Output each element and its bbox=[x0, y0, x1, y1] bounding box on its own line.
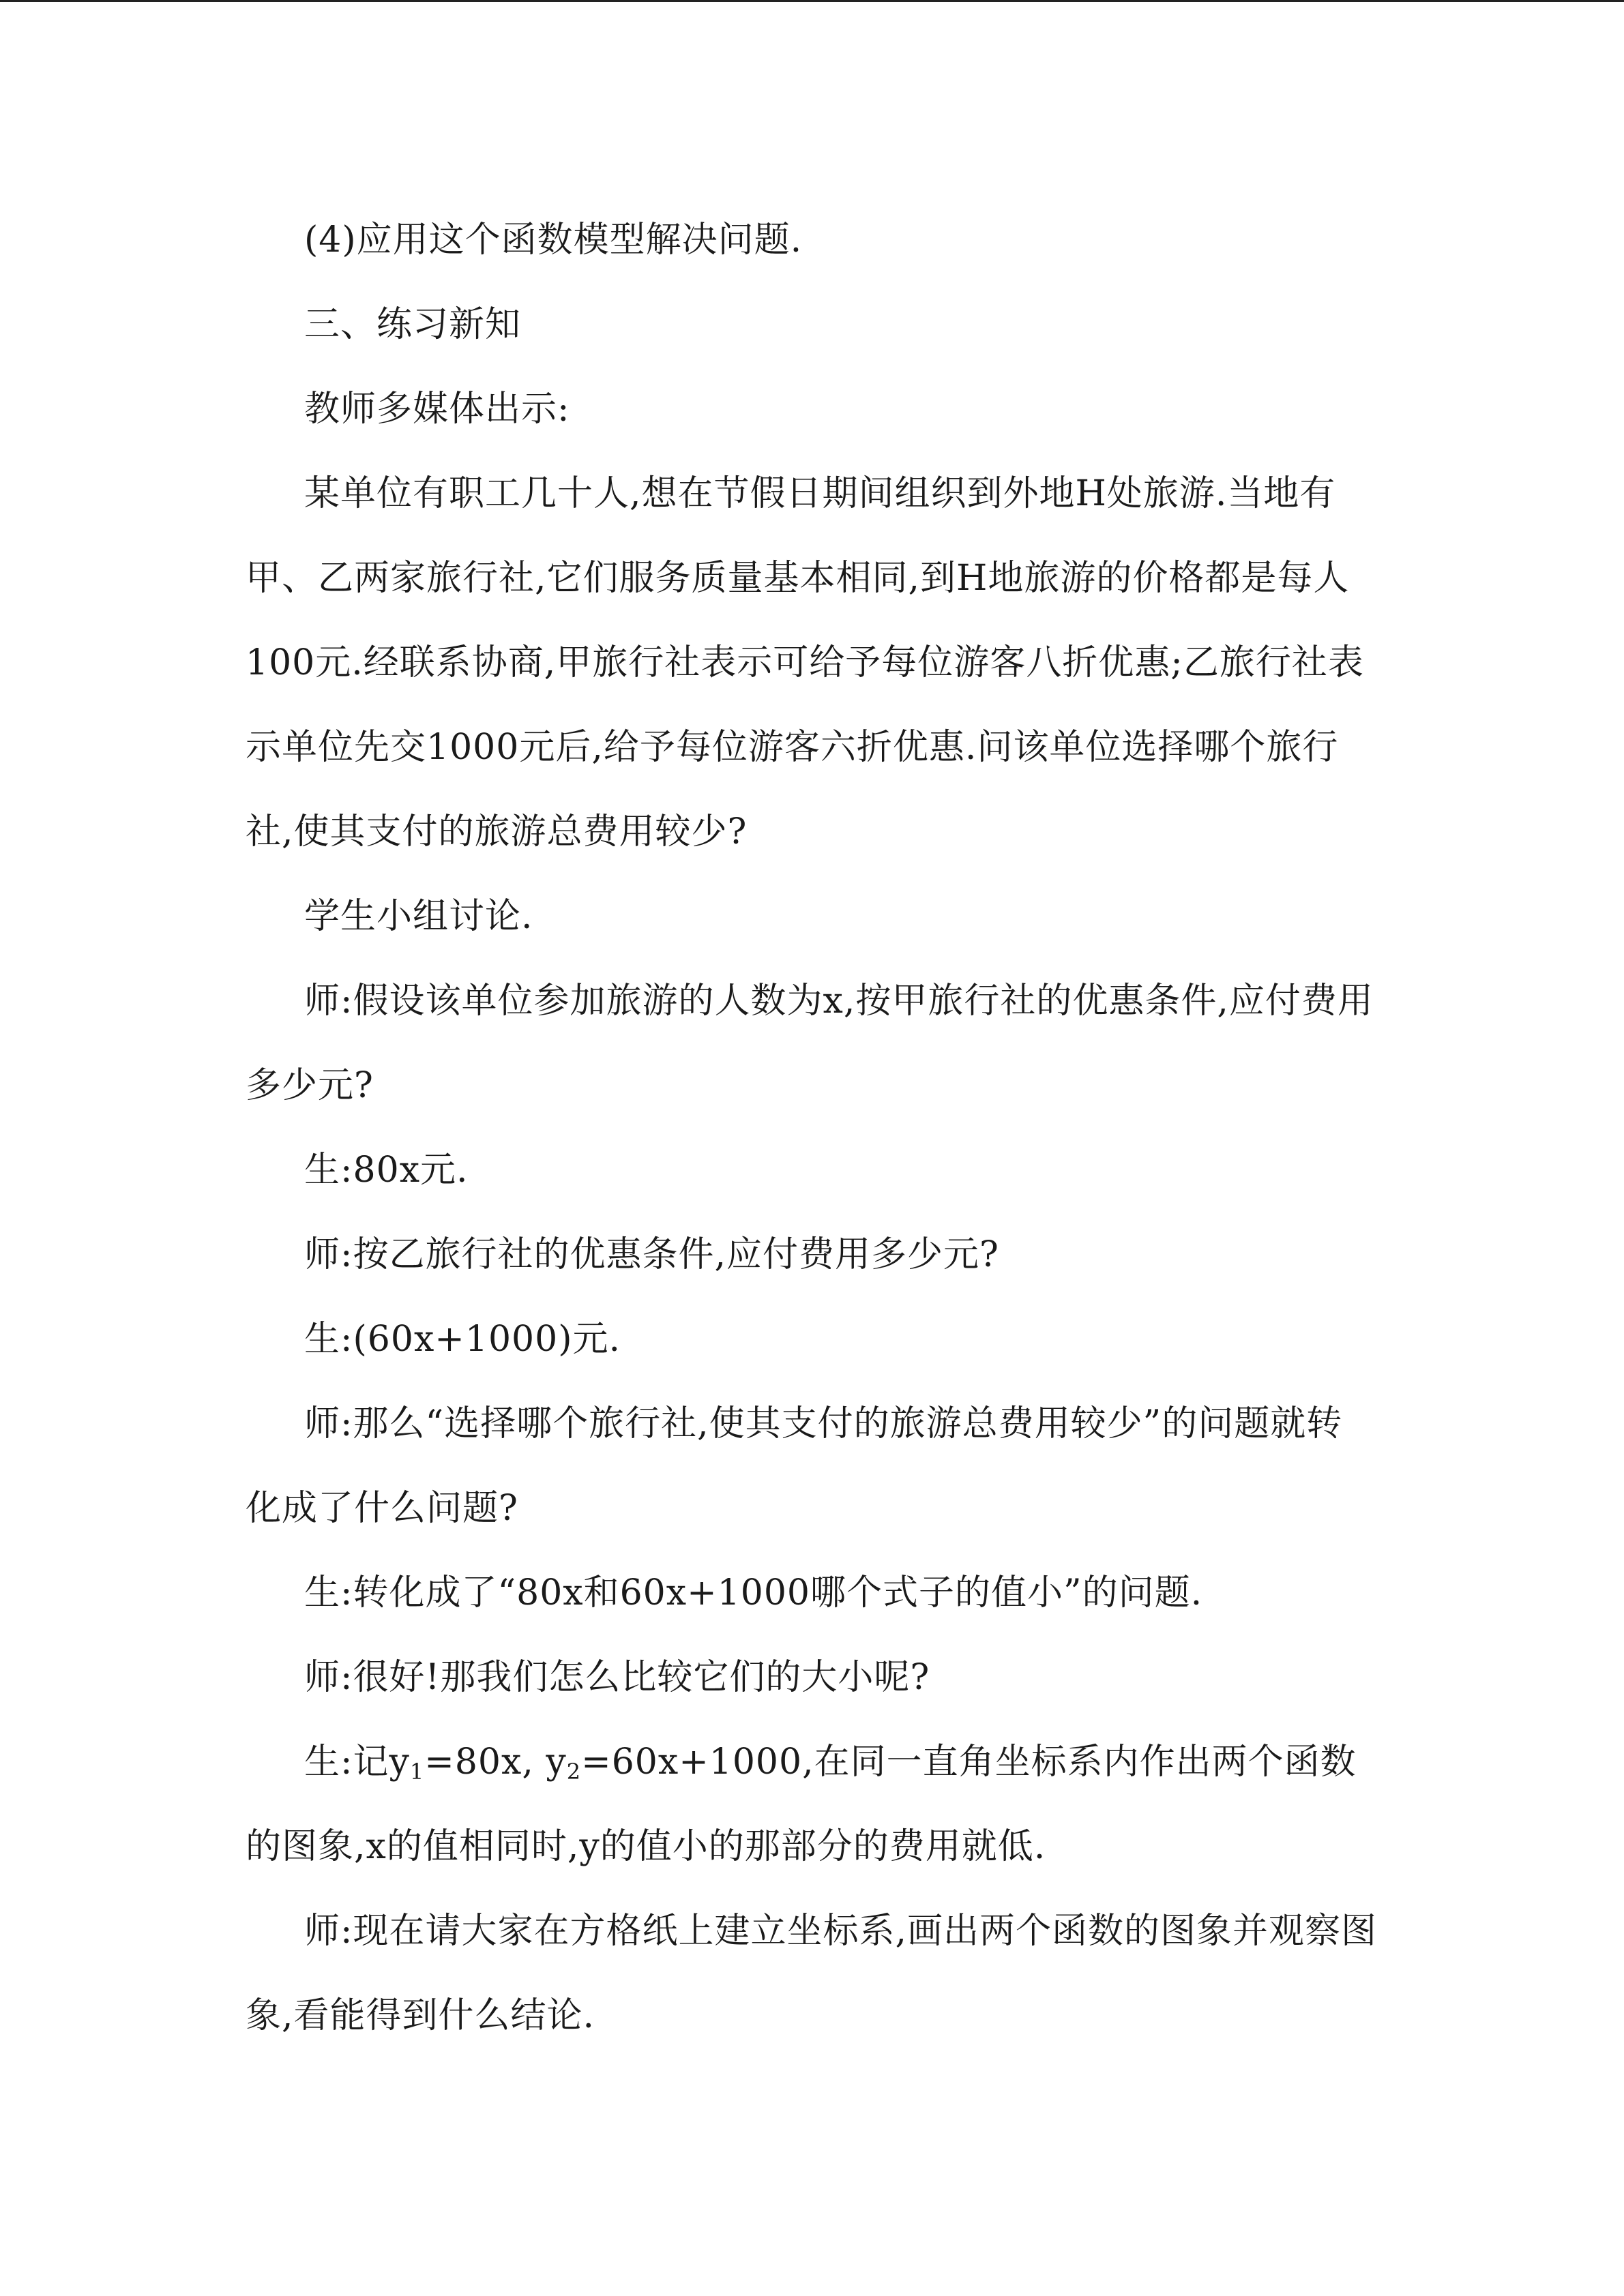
step-4-paragraph: (4)应用这个函数模型解决问题. bbox=[304, 220, 803, 260]
teacher-question-4: 师:很好!那我们怎么比较它们的大小呢? bbox=[304, 1657, 930, 1698]
problem-statement-paragraph: 某单位有职工几十人,想在节假日期间组织到外地H处旅游.当地有甲、乙两家旅行社,它们服务质量基本相同,到H地旅游的价格都是每人100元.经联系协商,甲旅行社表示可给予每位游客八折优惠;乙旅行社表示单位先交1000元后,给予每位游客六折优惠.问该单位选择哪个旅行社,使其支付的旅游总费用较少? bbox=[246, 473, 1364, 852]
teacher-question-2: 师:按乙旅行社的优惠条件,应付费用多少元? bbox=[304, 1234, 999, 1275]
student-answer-2: 生:(60x+1000)元. bbox=[304, 1319, 621, 1360]
formula-suffix: =60x+1000,在同一直角坐标系内作出两个函数的图象,x的值相同时,y的值小的那部分的费用就低. bbox=[246, 1742, 1357, 1867]
subscript-2: 2 bbox=[566, 1759, 582, 1785]
student-answer-3: 生:转化成了“80x和60x+1000哪个式子的值小”的问题. bbox=[304, 1572, 1203, 1613]
student-answer-formula bbox=[246, 1720, 1378, 1889]
teacher-question-1: 师:假设该单位参加旅游的人数为x,按甲旅行社的优惠条件,应付费用多少元? bbox=[246, 981, 1374, 1106]
formula-prefix: 生:记y bbox=[304, 1742, 410, 1783]
teacher-closing-instruction: 师:现在请大家在方格纸上建立坐标系,画出两个函数的图象并观察图象,看能得到什么结论. bbox=[246, 1911, 1378, 2036]
teacher-question-3: 师:那么“选择哪个旅行社,使其支付的旅游总费用较少”的问题就转化成了什么问题? bbox=[246, 1403, 1343, 1529]
document-body bbox=[246, 198, 1378, 2058]
student-answer-1: 生:80x元. bbox=[304, 1150, 469, 1191]
group-discussion-paragraph: 学生小组讨论. bbox=[304, 896, 533, 937]
section-heading-practice: 三、练习新知 bbox=[304, 304, 522, 345]
top-border-line bbox=[0, 0, 1624, 2]
formula-mid: =80x, y bbox=[424, 1742, 567, 1783]
subscript-1: 1 bbox=[409, 1759, 425, 1785]
teacher-presents-paragraph: 教师多媒体出示: bbox=[304, 389, 570, 430]
